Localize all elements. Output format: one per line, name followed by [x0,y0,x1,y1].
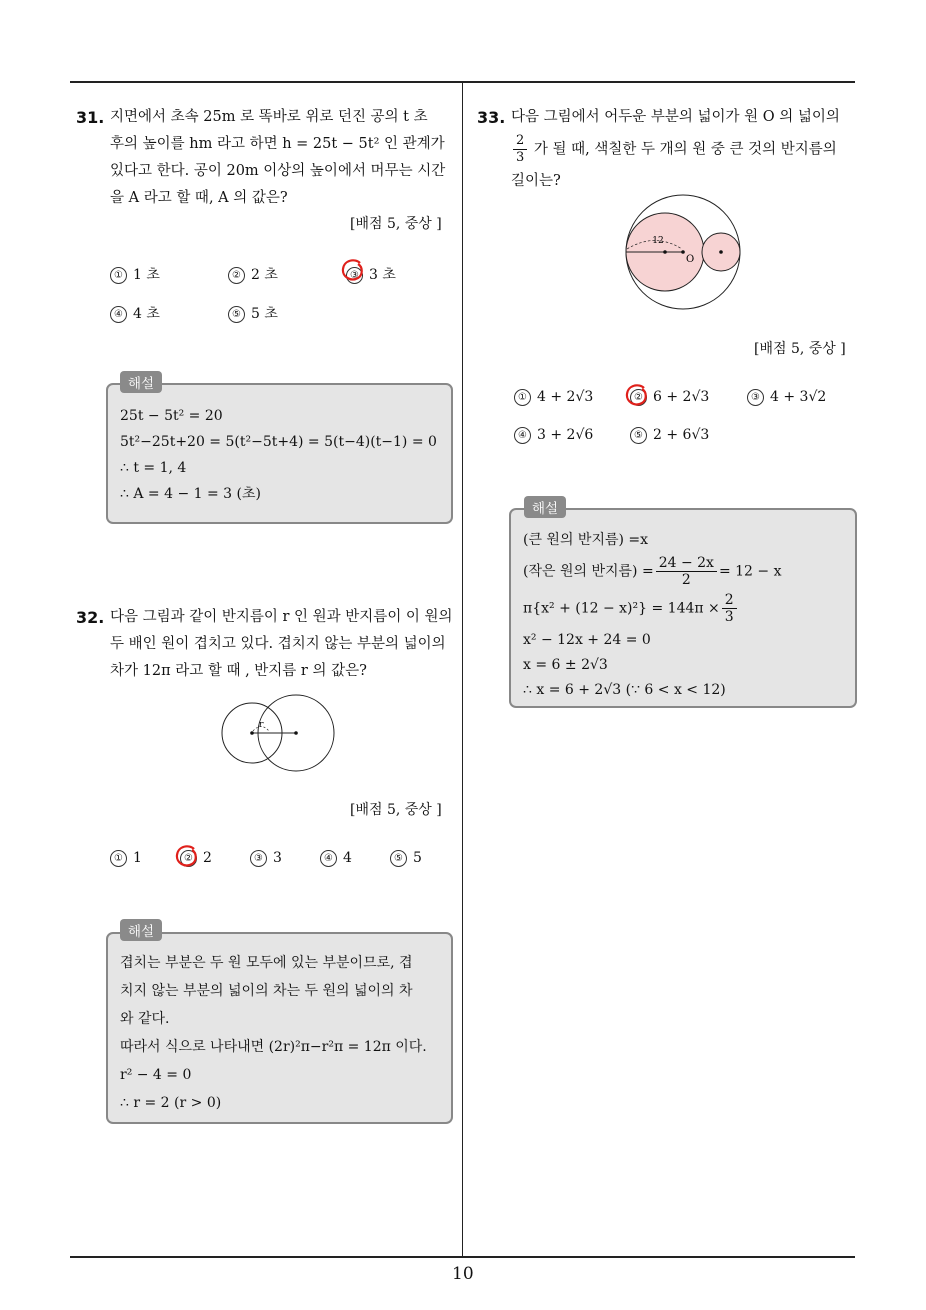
center-point [719,250,723,254]
choice-text: 4 초 [133,306,160,322]
choice-4[interactable] [514,427,593,444]
choice-number: ③ [747,389,764,406]
question-text-line: 길이는? [511,173,561,189]
choice-3[interactable] [747,389,826,406]
solution-line: r² − 4 = 0 [120,1067,192,1083]
choice-2[interactable] [630,389,709,406]
solution-line: 겹치는 부분은 두 원 모두에 있는 부분이므로, 겹 [120,955,413,971]
choice-5[interactable] [390,850,422,867]
solution-line: ∴ A = 4 − 1 = 3 (초) [120,486,261,502]
choice-text: 5 [413,850,422,866]
question-text-line: 후의 높이를 hm 라고 하면 h = 25t − 5t² 인 관계가 [110,136,445,152]
score-label: [배점 5, 중상 ] [350,802,442,818]
radius-label: 12 [652,236,664,246]
bottom-rule [70,1256,855,1258]
solution-box-32 [106,932,453,1124]
fraction [656,555,717,588]
solution-box-31 [106,383,453,524]
solution-line: 따라서 식으로 나타내면 (2r)²π−r²π = 12π 이다. [120,1039,427,1055]
solution-tag: 해설 [120,919,162,941]
fraction-numerator: 2 [513,133,527,150]
choice-2[interactable] [228,264,278,284]
solution-line: ∴ r = 2 (r > 0) [120,1095,222,1111]
question-text-line: 다음 그림과 같이 반지름이 r 인 원과 반지름이 이 원의 [110,609,453,625]
solution-line: 와 같다. [120,1011,170,1027]
choice-number: ① [110,850,127,867]
choice-text: 1 [133,850,142,866]
question-number: 33. [477,108,506,127]
question-text-line [511,133,862,166]
fraction-denominator: 2 [681,572,691,588]
center-point [663,250,667,254]
solution-line [523,592,845,625]
score-label: [배점 5, 중상 ] [350,216,442,232]
choice-1[interactable] [110,264,160,284]
choice-number: ② [228,267,245,284]
question-32 [76,604,458,685]
choice-text: 3 [273,850,282,866]
fraction-numerator: 2 [722,592,737,609]
choice-number: ④ [110,306,127,323]
question-text-fragment: 가 될 때, 색칠한 두 개의 원 중 큰 것의 반지름의 [533,141,837,158]
choice-5[interactable] [228,303,278,323]
column-divider [462,83,463,1258]
choice-4[interactable] [320,850,352,867]
page-number: 10 [452,1264,474,1284]
choice-text: 6 + 2√3 [653,389,710,405]
choice-number: ② [630,389,647,406]
choice-number: ① [514,389,531,406]
circle-o-figure [620,192,746,312]
choice-text: 5 초 [251,306,278,322]
choice-4[interactable] [110,303,160,323]
choice-text: 3 초 [369,267,396,283]
solution-line: ∴ t = 1, 4 [120,460,187,476]
solution-box-33 [509,508,857,708]
choice-3[interactable] [250,850,282,867]
choice-text: 2 초 [251,267,278,283]
choice-3[interactable] [346,264,396,284]
solution-text-fragment: (작은 원의 반지름) = [523,563,654,580]
fraction-denominator: 3 [516,150,525,165]
question-text-line: 을 A 라고 할 때, A 의 값은? [110,190,288,206]
choice-text: 4 + 2√3 [537,389,594,405]
choice-text: 1 초 [133,267,160,283]
fraction-denominator: 3 [724,609,734,625]
solution-line: x = 6 ± 2√3 [523,657,608,673]
solution-line: ∴ x = 6 + 2√3 (∵ 6 < x < 12) [523,682,726,698]
answer-mark-icon [341,258,365,282]
choice-number: ⑤ [630,427,647,444]
question-text-line: 다음 그림에서 어두운 부분의 넓이가 원 O 의 넓이의 [511,109,840,125]
center-point-o [681,250,685,254]
solution-text-fragment: = 12 − x [718,563,782,580]
solution-tag: 해설 [524,496,566,518]
solution-line: 5t²−25t+20 = 5(t²−5t+4) = 5(t−4)(t−1) = 0 [120,434,437,450]
center-point [294,731,298,735]
choice-2[interactable] [180,850,212,867]
question-number: 32. [76,608,105,627]
choice-number: ③ [250,850,267,867]
score-label: [배점 5, 중상 ] [754,341,846,357]
fraction [513,133,527,166]
solution-text-fragment: π{x² + (12 − x)²} = 144π × [523,600,720,617]
choice-number: ⑤ [390,850,407,867]
center-label: O [686,254,695,265]
question-text-line: 두 배인 원이 겹치고 있다. 겹치지 않는 부분의 넓이의 [110,636,446,652]
solution-line: (큰 원의 반지름) =x [523,532,649,548]
choice-text: 2 [203,850,212,866]
question-33 [477,104,862,195]
fraction [722,592,737,625]
answer-mark-icon [175,844,199,868]
choice-text: 2 + 6√3 [653,427,710,443]
center-point [250,731,254,735]
answer-mark-icon [625,383,649,407]
choice-text: 4 + 3√2 [770,389,827,405]
fraction-numerator: 24 − 2x [656,555,717,572]
two-circles-figure [218,692,340,776]
question-text-line: 차가 12π 라고 할 때 , 반지름 r 의 값은? [110,663,367,679]
choice-1[interactable] [514,389,593,406]
choice-number: ① [110,267,127,284]
choice-number: ④ [514,427,531,444]
choice-number: ⑤ [228,306,245,323]
question-31 [76,104,458,212]
solution-line: 치지 않는 부분의 넓이의 차는 두 원의 넓이의 차 [120,983,413,999]
choice-text: 4 [343,850,352,866]
solution-line [523,555,845,588]
choice-text: 3 + 2√6 [537,427,594,443]
choice-number: ② [180,850,197,867]
question-text-line: 지면에서 초속 25m 로 똑바로 위로 던진 공의 t 초 [110,109,428,125]
solution-tag: 해설 [120,371,162,393]
solution-line: 25t − 5t² = 20 [120,408,223,424]
solution-line: x² − 12x + 24 = 0 [523,632,651,648]
choice-number: ④ [320,850,337,867]
choice-5[interactable] [630,427,709,444]
choice-number: ③ [346,267,363,284]
question-text-line: 있다고 한다. 공이 20m 이상의 높이에서 머무는 시간 [110,163,446,179]
question-number: 31. [76,108,105,127]
choice-1[interactable] [110,850,142,867]
radius-label: r [258,720,264,730]
